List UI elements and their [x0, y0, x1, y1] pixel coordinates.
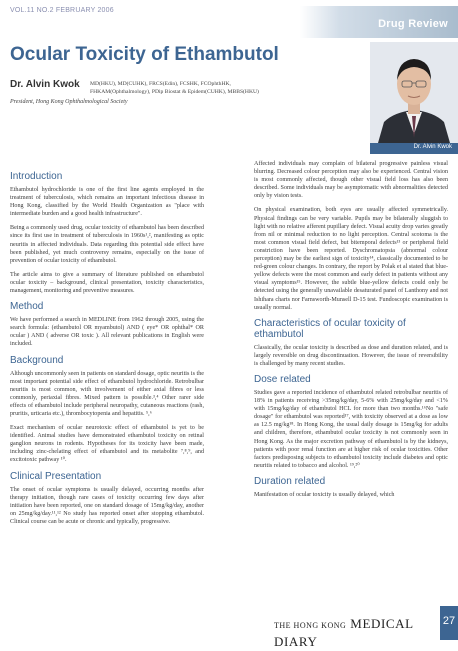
section-label: Drug Review: [378, 18, 448, 30]
paragraph: We have performed a search in MEDLINE from 1962 through 2005, using the search formula: (ethambutol OR myambutol) AND ( eye* OR ophthal* OR ocular ) AND ( adverse OR toxic ). All relevant publications in English were included.: [10, 317, 204, 348]
paragraph: The article aims to give a summary of literature published on ethambutol ocular toxicity – background, clinical presentation, toxicity characteristics, management, monitoring and preventive measures.: [10, 271, 204, 295]
heading-method: Method: [10, 301, 44, 313]
paragraph: Exact mechanism of ocular neurotoxic effect of ethambutol is yet to be identified. Animal studies have demonstrated ethambutol toxicity on retinal ganglion neurons in rodents. Hypotheses for its toxicity have been made, including zinc-chelating effect of ethambutol and its metabolite ⁷,⁸,⁹, and excitotoxic pathway ¹⁰.: [10, 425, 204, 464]
paragraph: Classically, the ocular toxicity is described as dose and duration related, and is largely reversible on drug discontinuation. However, the issue of reversibility is challenged by many recent studies.: [254, 344, 448, 367]
author-affiliation: President, Hong Kong Ophthalmological Society: [10, 99, 128, 105]
paragraph: On physical examination, both eyes are usually affected symmetrically. Physical findings can be very variable. Pupils may be bilaterally sluggish to light with no relative afferent pupillary defect. Visual acuity drop varies greatly from nil or minimal reduction to no light perception. Central scotoma is the most common visual field defect, but bitemporal defects¹³ or peripheral field constriction have been reported. Dyschromatopsia (abnormal colour perception) may be the earliest sign of toxicity¹⁴, classically documented to be red-green colour changes. In contrary, the report by Polak et al stated that blue-yellow defects were the most common and early defect in patients without any visual symptoms¹⁵. However, the subtle blue-yellow defects could only be detected using the generally unavailable desaturated panel of Lanthony and not Ishihara charts nor Farnsworth-Munsell D-15 test. Fundoscopic examination is usually normal.: [254, 207, 448, 311]
heading-dose-related: Dose related: [254, 373, 311, 385]
section-band: [300, 6, 458, 38]
heading-clinical-presentation: Clinical Presentation: [10, 470, 102, 482]
paragraph: The onset of ocular symptoms is usually delayed, occurring months after therapy initiation, though rare cases of toxicity occurring few days after initiation have been reported, one on standard dosage of 15mg/kg/day, another on 25mg/kg/day.¹¹,¹² No study has reported onset after stopping ethambutol. Clinical course can be acute or chronic and typically, progressive.: [10, 486, 204, 525]
paragraph: Studies gave a reported incidence of ethambutol related retrobulbar neuritis of 18% in patients receiving >35mg/kg/day, 5-6% with 25mg/kg/day and <1% with 15mg/kg/day of ethambutol HCL for more than two months.¹⁶No "safe dosage" for ethambutol was reported¹⁷, with toxicity observed at a dose as low as 12.5 mg/kg¹⁸. In Hong Kong, the usual daily dosage is 15mg/kg for adults and children, therefore, ethambutol ocular toxicity is not commonly seen in Hong Kong. As the major excretion pathway of ethambutol is by the kidneys, patients with poor renal function are at higher risk of ocular toxicities. Other factors predisposing subjects to ethambutol toxicity include diabetes and optic neuritis related to tobacco and alcohol. ¹⁹,²⁰: [254, 389, 448, 469]
article-title: Ocular Toxicity of Ethambutol: [10, 44, 279, 65]
right-column: [254, 160, 448, 505]
paragraph: Being a commonly used drug, ocular toxicity of ethambutol has been described since its first use in treatment of tuberculosis in 1960s¹,², manifesting as optic neuritis in affected individuals. Data regarding this potential side effect have been published, yet much controversy remains, especially on the issue of prevention of ocular toxicity of ethambutol.: [10, 225, 204, 264]
portrait-illustration: [370, 42, 458, 143]
heading-characteristics: Characteristics of ocular toxicity of ethambutol: [254, 317, 406, 340]
issue-info: VOL.11 NO.2 FEBRUARY 2006: [10, 7, 114, 14]
brand-title: MEDICAL DIARY: [274, 616, 414, 649]
heading-duration-related: Duration related: [254, 475, 326, 487]
page-footer: [0, 606, 458, 649]
author-photo: [370, 42, 458, 143]
heading-introduction: Introduction: [10, 171, 63, 182]
heading-background: Background: [10, 354, 64, 366]
journal-brand: [274, 615, 458, 651]
author-qualifications: MD(HKU), MD(CUHK), FRCS(Edin), FCSHK, FCOphthHK, FHKAM(Ophthalmology), PDip Biostat & Epidem(CUHK), MBBS(HKU): [90, 81, 259, 95]
paragraph: Ethambutol hydrochloride is one of the first line agents employed in the treatment of tuberculosis, which remains an important infectious disease in Hong Kong, classified by the World Health Organization as "place with intermediate burden and a good health infrastructure".: [10, 187, 204, 218]
left-column: [10, 166, 204, 532]
photo-caption-band: [370, 143, 458, 154]
paragraph: Although uncommonly seen in patients on standard dosage, optic neuritis is the most important potential side effect of ethambutol hydrochloride. Retrobulbar neuritis is most common, with involvement of either axial fibres or less commonly, periaxial fibres. Mixed pattern is possible.³,⁴ Other rarer side effects of ethambutol include peripheral neuropathy, cutaneous reactions (rash, pruritis, urticaria etc.), thrombocytopenia and hepatitis. ⁵,⁶: [10, 370, 204, 417]
photo-caption: Dr. Alvin Kwok: [413, 144, 452, 150]
author-name: Dr. Alvin Kwok: [10, 79, 80, 90]
paragraph: Manifestation of ocular toxicity is usually delayed, which: [254, 491, 395, 498]
page-number: 27: [440, 606, 458, 640]
brand-prefix: THE HONG KONG: [274, 621, 347, 630]
page-header: [0, 0, 458, 38]
paragraph: Affected individuals may complain of bilateral progressive painless visual blurring. Decreased colour perception may also be experienced. Central vision is most commonly affected, though other visual field loss has also been described. Some individuals may be asymptomatic with abnormalities detected only by vision tests.: [254, 161, 448, 200]
